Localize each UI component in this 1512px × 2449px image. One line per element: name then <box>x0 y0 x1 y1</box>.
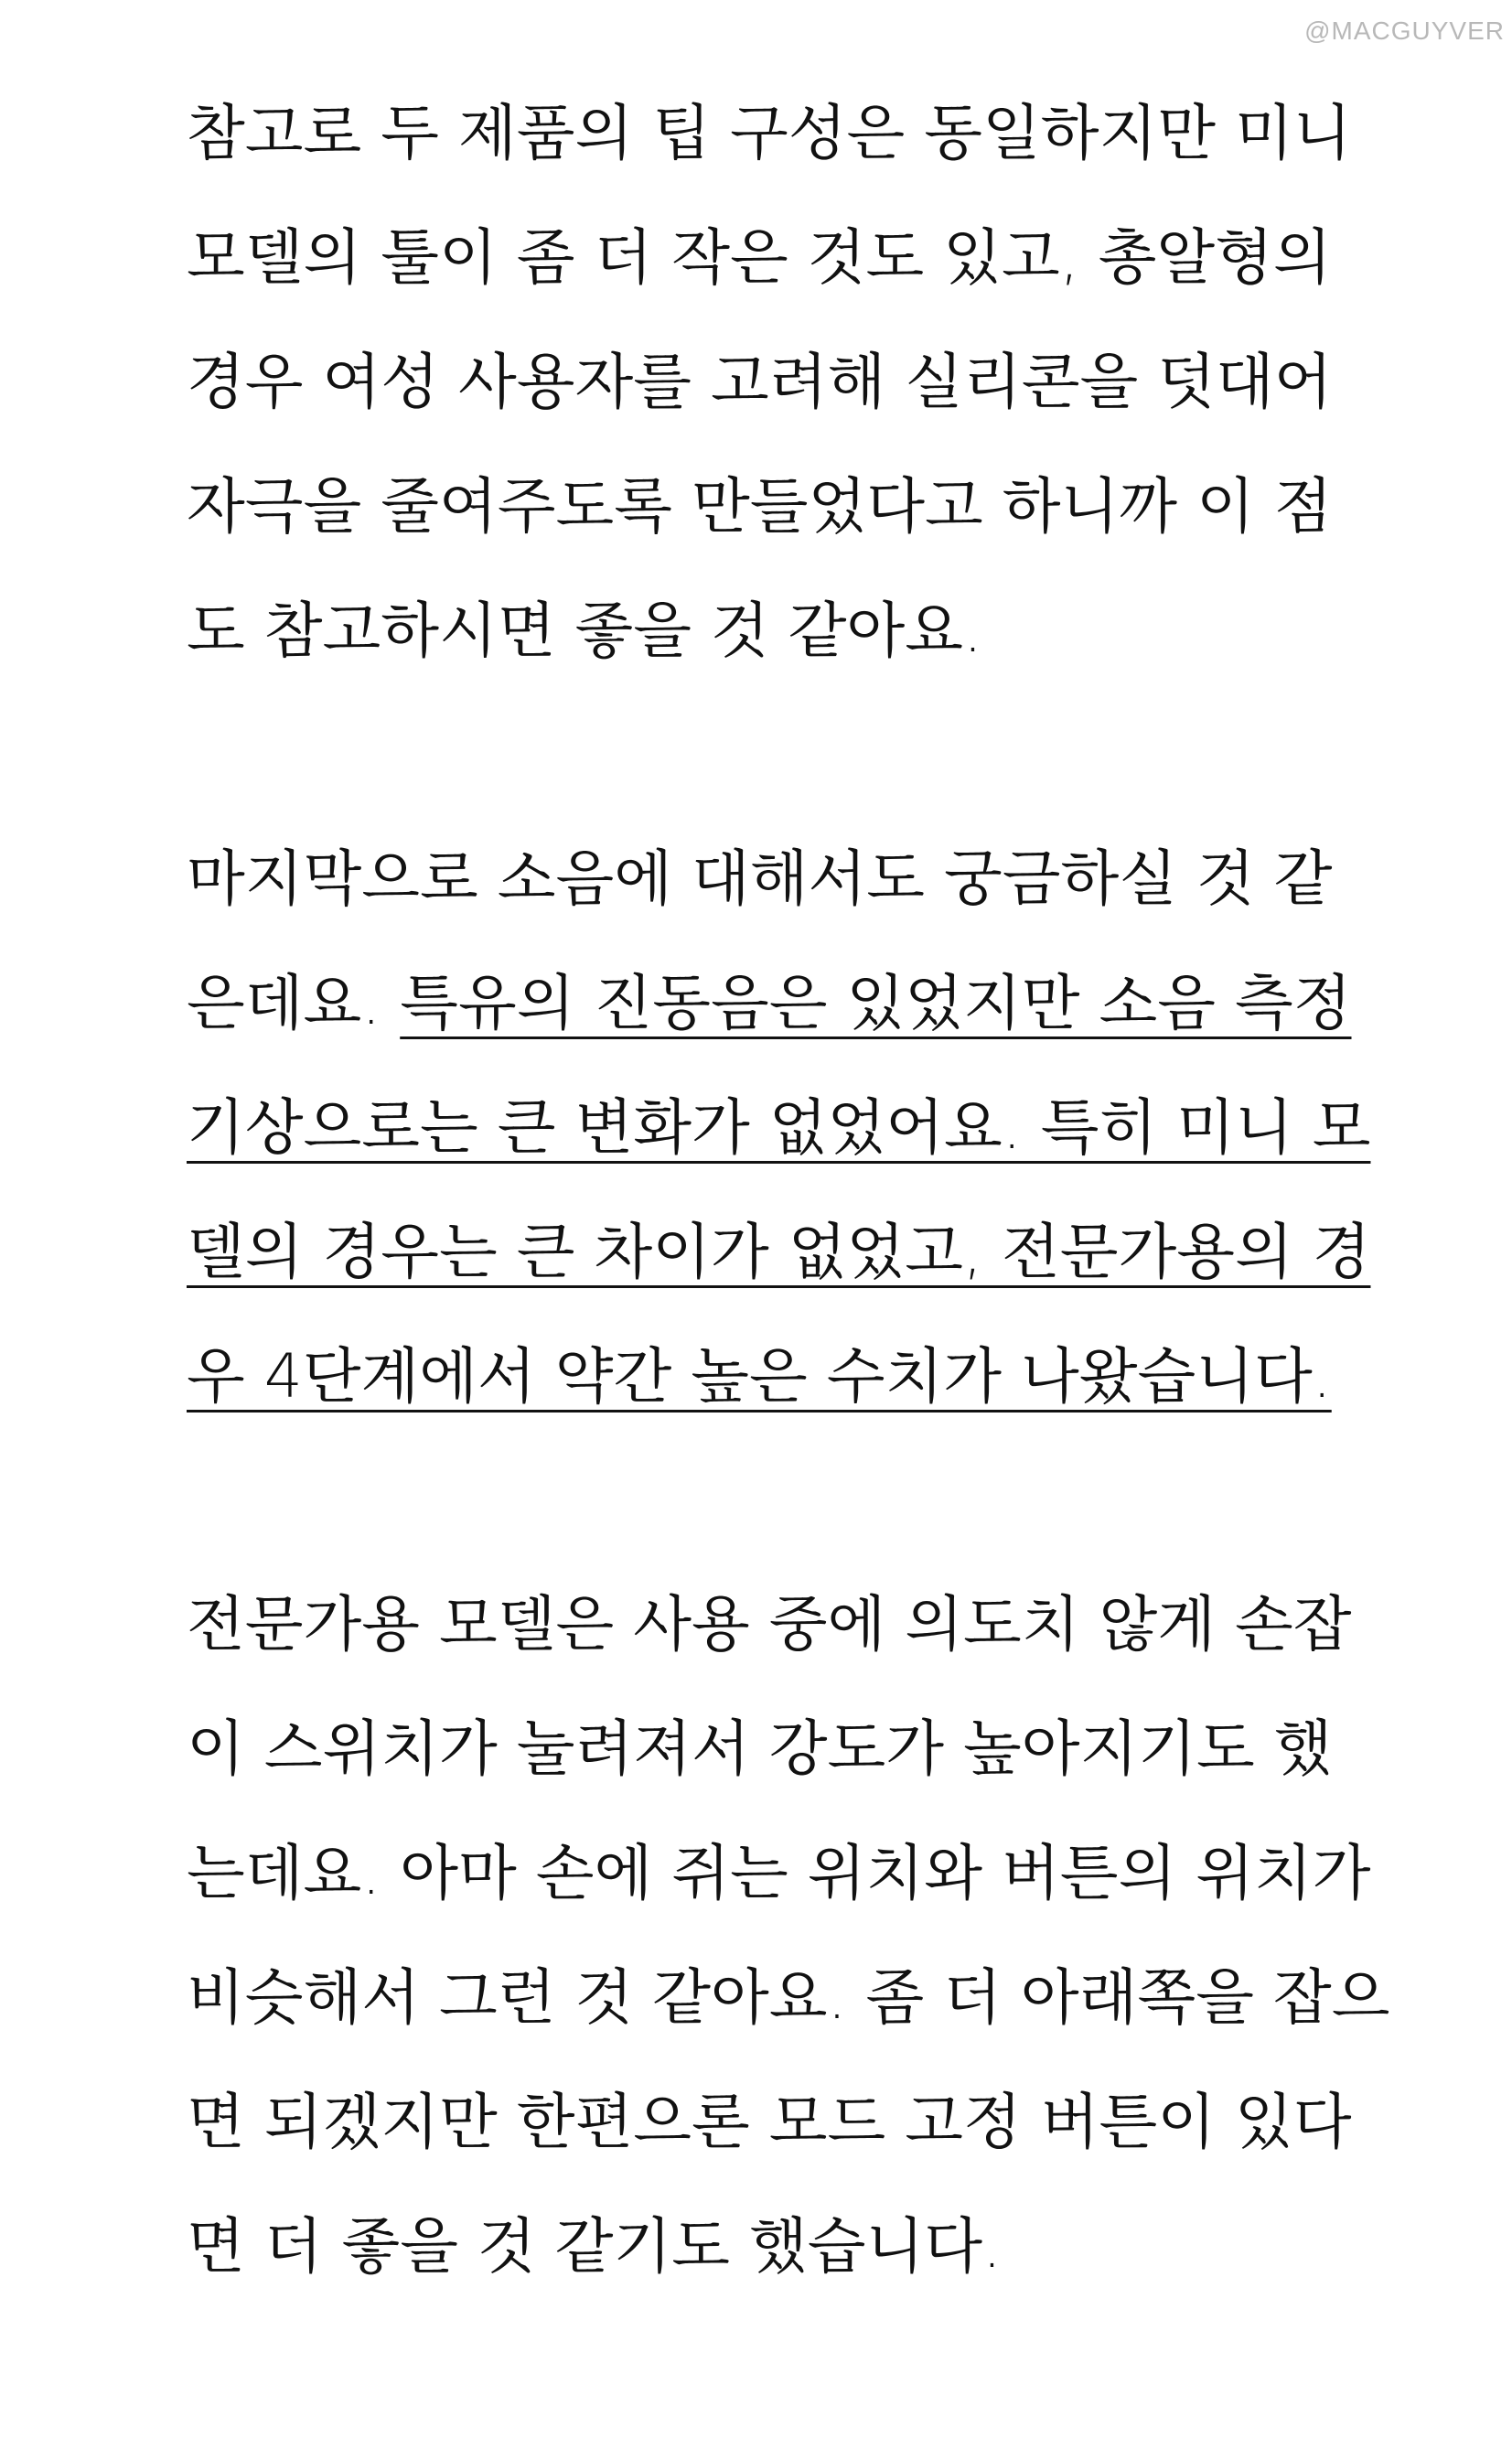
text-segment: 은데요. <box>187 968 401 1038</box>
text-line <box>187 1207 1376 1331</box>
text-line: 도 참고하시면 좋을 것 같아요. <box>187 596 982 666</box>
text-line: 이 스위치가 눌려져서 강도가 높아지기도 했 <box>187 1713 1333 1784</box>
text-line: 전문가용 모델은 사용 중에 의도치 않게 손잡 <box>187 1589 1352 1660</box>
paragraph-1 <box>187 88 1376 710</box>
text-line <box>187 1331 1376 1455</box>
underlined-text: 기상으로는 큰 변화가 없었어요. 특히 미니 모 <box>187 1092 1371 1163</box>
text-line: 참고로 두 제품의 팁 구성은 동일하지만 미니 <box>187 98 1352 168</box>
article-body <box>187 88 1390 2449</box>
text-line: 면 되겠지만 한편으론 모드 고정 버튼이 있다 <box>187 2087 1352 2157</box>
text-line <box>187 1082 1376 1207</box>
text-line: 자극을 줄여주도록 만들었다고 하니까 이 점 <box>187 471 1333 542</box>
text-line: 모델의 툴이 좀 더 작은 것도 있고, 총알형의 <box>187 222 1332 293</box>
paragraph-3 <box>187 1579 1390 2325</box>
underlined-text: 우 4단계에서 약간 높은 수치가 나왔습니다. <box>187 1341 1332 1412</box>
text-line: 마지막으로 소음에 대해서도 궁금하실 것 같 <box>187 843 1333 914</box>
text-line: 비슷해서 그런 것 같아요. 좀 더 아래쪽을 잡으 <box>187 1962 1390 2033</box>
text-line: 는데요. 아마 손에 쥐는 위치와 버튼의 위치가 <box>187 1838 1371 1908</box>
underlined-text: 델의 경우는 큰 차이가 없었고, 전문가용의 경 <box>187 1217 1371 1287</box>
text-line: 경우 여성 사용자를 고려해 실리콘을 덧대어 <box>187 347 1333 417</box>
text-line: 면 더 좋을 것 같기도 했습니다. <box>187 2211 1002 2282</box>
text-line <box>187 958 1376 1082</box>
paragraph-2 <box>187 833 1376 1455</box>
underlined-text: 특유의 진동음은 있었지만 소음 측정 <box>400 968 1352 1038</box>
watermark-text: @MACGUYVER <box>1304 16 1505 45</box>
